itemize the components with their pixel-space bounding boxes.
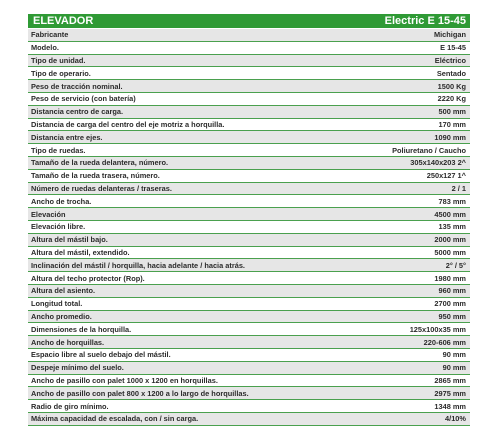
spec-table [28, 14, 470, 426]
spec-value: 4/10% [445, 414, 466, 424]
spec-row [28, 106, 470, 119]
spec-label: Distancia entre ejes. [31, 132, 103, 142]
spec-row [28, 29, 470, 42]
spec-value: 4500 mm [434, 209, 466, 219]
spec-value: 2700 mm [434, 299, 466, 309]
spec-row [28, 157, 470, 170]
spec-value: 135 mm [438, 222, 466, 232]
spec-value: 90 mm [442, 350, 466, 360]
spec-value: Poliuretano / Caucho [392, 145, 466, 155]
spec-label: Altura del techo protector (Rop). [31, 273, 145, 283]
spec-row [28, 93, 470, 106]
spec-value: 2 / 1 [451, 183, 466, 193]
spec-row [28, 349, 470, 362]
spec-label: Altura del mástil, extendido. [31, 247, 130, 257]
table-header [28, 14, 470, 28]
spec-row [28, 272, 470, 285]
spec-value: 170 mm [438, 119, 466, 129]
spec-value: 950 mm [438, 311, 466, 321]
spec-label: Radio de giro mínimo. [31, 401, 109, 411]
spec-label: Elevación [31, 209, 66, 219]
spec-label: Modelo. [31, 43, 59, 53]
spec-row [28, 131, 470, 144]
spec-row [28, 311, 470, 324]
header-model: Electric E 15-45 [384, 15, 466, 27]
spec-row [28, 67, 470, 80]
spec-row [28, 80, 470, 93]
spec-label: Distancia de carga del centro del eje motriz a horquilla. [31, 119, 225, 129]
spec-label: Elevación libre. [31, 222, 86, 232]
spec-label: Ancho de pasillo con palet 1000 x 1200 en horquillas. [31, 375, 218, 385]
spec-row [28, 336, 470, 349]
spec-value: 2220 Kg [437, 94, 466, 104]
spec-row [28, 119, 470, 132]
spec-label: Ancho promedio. [31, 311, 92, 321]
spec-row [28, 400, 470, 413]
spec-row [28, 195, 470, 208]
header-title: ELEVADOR [33, 15, 94, 27]
spec-row [28, 285, 470, 298]
spec-value: 90 mm [442, 363, 466, 373]
spec-row [28, 375, 470, 388]
spec-label: Longitud total. [31, 299, 83, 309]
spec-row [28, 387, 470, 400]
spec-label: Dimensiones de la horquilla. [31, 324, 132, 334]
spec-value: 5000 mm [434, 247, 466, 257]
spec-label: Ancho de trocha. [31, 196, 92, 206]
spec-label: Altura del asiento. [31, 286, 96, 296]
spec-value: 305x140x203 2^ [410, 158, 466, 168]
spec-label: Inclinación del mástil / horquilla, hacia adelante / hacia atrás. [31, 260, 245, 270]
spec-rows [28, 29, 470, 426]
spec-row [28, 247, 470, 260]
spec-label: Máxima capacidad de escalada, con / sin carga. [31, 414, 199, 424]
spec-row [28, 259, 470, 272]
spec-label: Peso de servicio (con batería) [31, 94, 136, 104]
spec-row [28, 144, 470, 157]
spec-value: E 15-45 [440, 43, 466, 53]
spec-row [28, 55, 470, 68]
spec-value: 2865 mm [434, 375, 466, 385]
spec-label: Tamaño de la rueda delantera, número. [31, 158, 169, 168]
spec-label: Fabricante [31, 30, 69, 40]
spec-label: Tipo de unidad. [31, 55, 86, 65]
spec-label: Distancia centro de carga. [31, 107, 124, 117]
spec-label: Despeje mínimo del suelo. [31, 363, 124, 373]
spec-label: Ancho de horquillas. [31, 337, 105, 347]
spec-label: Espacio libre al suelo debajo del mástil. [31, 350, 171, 360]
spec-value: 125x100x35 mm [409, 324, 466, 334]
spec-row [28, 221, 470, 234]
spec-label: Ancho de pasillo con palet 800 x 1200 a lo largo de horquillas. [31, 388, 249, 398]
spec-value: 1500 Kg [437, 81, 466, 91]
spec-value: 2000 mm [434, 235, 466, 245]
spec-row [28, 298, 470, 311]
spec-row [28, 362, 470, 375]
spec-row [28, 208, 470, 221]
spec-value: 1090 mm [434, 132, 466, 142]
spec-value: 1980 mm [434, 273, 466, 283]
spec-label: Peso de tracción nominal. [31, 81, 123, 91]
spec-label: Tipo de ruedas. [31, 145, 86, 155]
spec-row [28, 170, 470, 183]
spec-value: Michigan [433, 30, 466, 40]
spec-value: 220-606 mm [423, 337, 466, 347]
spec-value: 500 mm [438, 107, 466, 117]
spec-label: Tipo de operario. [31, 68, 91, 78]
spec-value: Sentado [436, 68, 466, 78]
spec-value: 250x127 1^ [426, 171, 466, 181]
spec-row [28, 234, 470, 247]
spec-value: Eléctrico [434, 55, 466, 65]
spec-row [28, 413, 470, 426]
spec-label: Altura del mástil bajo. [31, 235, 108, 245]
spec-value: 1348 mm [434, 401, 466, 411]
spec-value: 2° / 5° [445, 260, 466, 270]
spec-value: 960 mm [438, 286, 466, 296]
spec-row [28, 42, 470, 55]
spec-label: Tamaño de la rueda trasera, número. [31, 171, 160, 181]
spec-row [28, 183, 470, 196]
spec-label: Número de ruedas delanteras / traseras. [31, 183, 172, 193]
spec-value: 2975 mm [434, 388, 466, 398]
spec-value: 783 mm [438, 196, 466, 206]
spec-row [28, 323, 470, 336]
